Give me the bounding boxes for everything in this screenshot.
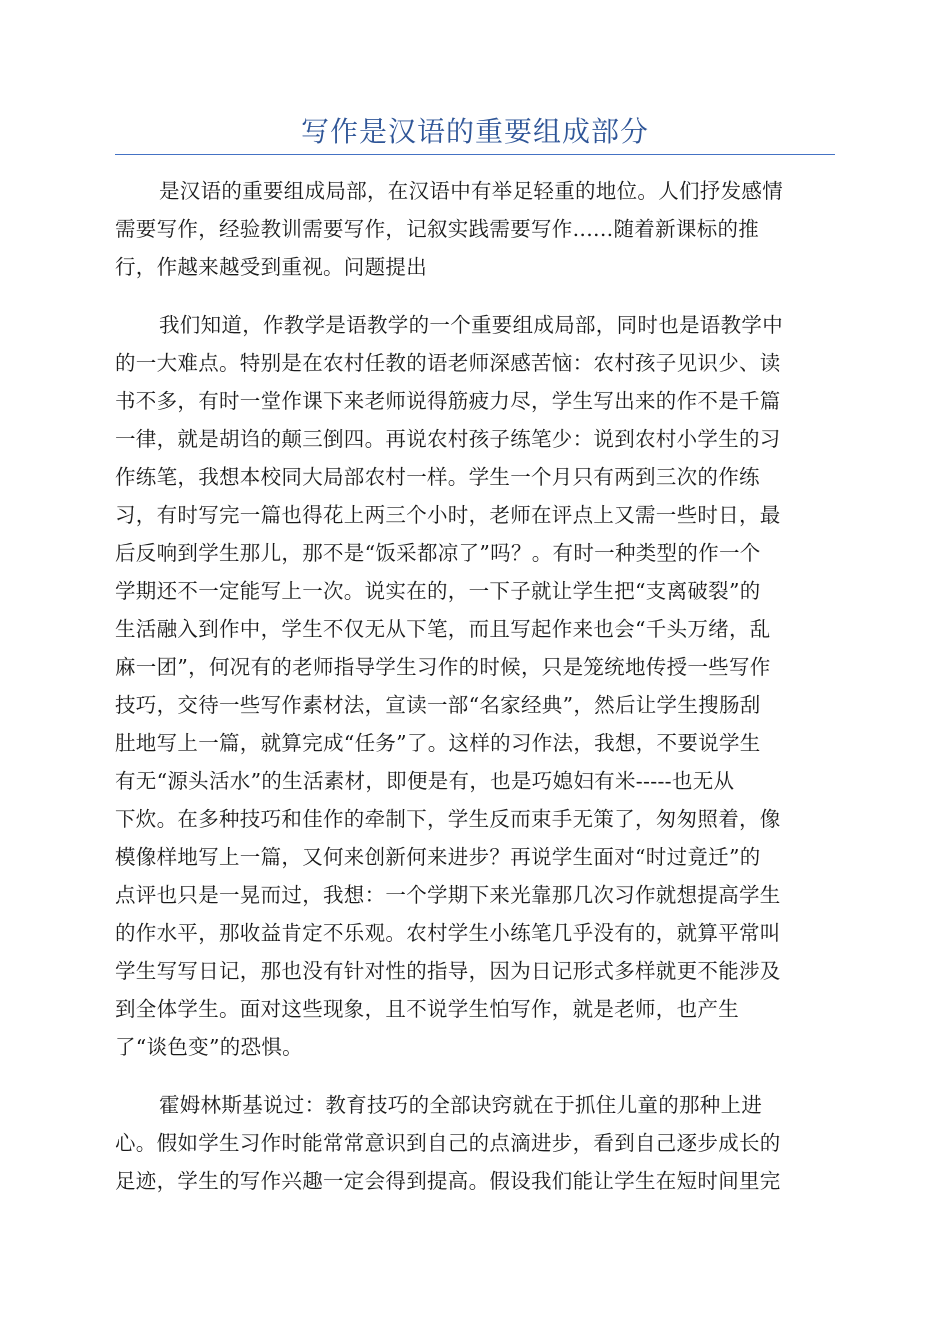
- text-line: 作练笔，我想本校同大局部农村一样。学生一个月只有两到三次的作练: [115, 465, 760, 489]
- text-line: 生活融入到作中，学生不仅无从下笔，而且写起作来也会“千头万绪，乱: [115, 617, 771, 641]
- text-line: 习，有时写完一篇也得花上两三个小时，老师在评点上又需一些时日，最: [115, 503, 781, 527]
- text-line: 肚地写上一篇，就算完成“任务”了。这样的习作法，我想，不要说学生: [115, 731, 761, 755]
- text-line: 下炊。在多种技巧和佳作的牵制下，学生反而束手无策了，匆匆照着，像: [115, 807, 781, 831]
- text-line: 足迹，学生的写作兴趣一定会得到提高。假设我们能让学生在短时间里完: [115, 1169, 781, 1193]
- text-line: 是汉语的重要组成局部，在汉语中有举足轻重的地位。人们抒发感情: [159, 179, 783, 203]
- text-line: 学期还不一定能写上一次。说实在的，一下子就让学生把“支离破裂”的: [115, 579, 761, 603]
- text-line: 的作水平，那收益肯定不乐观。农村学生小练笔几乎没有的，就算平常叫: [115, 921, 781, 945]
- text-line: 行，作越来越受到重视。问题提出: [115, 255, 427, 279]
- text-line: 有无“源头活水”的生活素材，即便是有，也是巧媳妇有米-----也无从: [115, 769, 735, 793]
- text-line: 模像样地写上一篇，又何来创新何来进步？再说学生面对“时过竟迁”的: [115, 845, 761, 869]
- text-line: 一律，就是胡诌的颠三倒四。再说农村孩子练笔少：说到农村小学生的习: [115, 427, 781, 451]
- text-line: 麻一团”，何况有的老师指导学生习作的时候，只是笼统地传授一些写作: [115, 655, 771, 679]
- paragraph-3: [115, 1086, 835, 1200]
- document-body: [115, 172, 835, 1220]
- text-line: 我们知道，作教学是语教学的一个重要组成局部，同时也是语教学中: [159, 313, 783, 337]
- document-title: 写作是汉语的重要组成部分: [300, 115, 649, 148]
- text-line: 到全体学生。面对这些现象，且不说学生怕写作，就是老师，也产生: [115, 997, 739, 1021]
- text-line: 点评也只是一晃而过，我想：一个学期下来光靠那几次习作就想提高学生: [115, 883, 781, 907]
- text-line: 后反响到学生那儿，那不是“饭采都凉了”吗？。有时一种类型的作一个: [115, 541, 761, 565]
- text-line: 学生写写日记，那也没有针对性的指导，因为日记形式多样就更不能涉及: [115, 959, 781, 983]
- text-line: 的一大难点。特别是在农村任教的语老师深感苦恼：农村孩子见识少、读: [115, 351, 781, 375]
- text-line: 书不多，有时一堂作课下来老师说得筋疲力尽，学生写出来的作不是千篇: [115, 389, 781, 413]
- paragraph-1: [115, 172, 835, 286]
- title-underline: [115, 154, 835, 155]
- text-line: 霍姆林斯基说过：教育技巧的全部诀窍就在于抓住儿童的那种上进: [159, 1093, 763, 1117]
- text-line: 技巧，交待一些写作素材法，宣读一部“名家经典”，然后让学生搜肠刮: [115, 693, 761, 717]
- text-line: 心。假如学生习作时能常常意识到自己的点滴进步，看到自己逐步成长的: [115, 1131, 781, 1155]
- paragraph-2: [115, 306, 835, 1066]
- text-line: 需要写作，经验教训需要写作，记叙实践需要写作......随着新课标的推: [115, 217, 760, 241]
- text-line: 了“谈色变”的恐惧。: [115, 1035, 303, 1059]
